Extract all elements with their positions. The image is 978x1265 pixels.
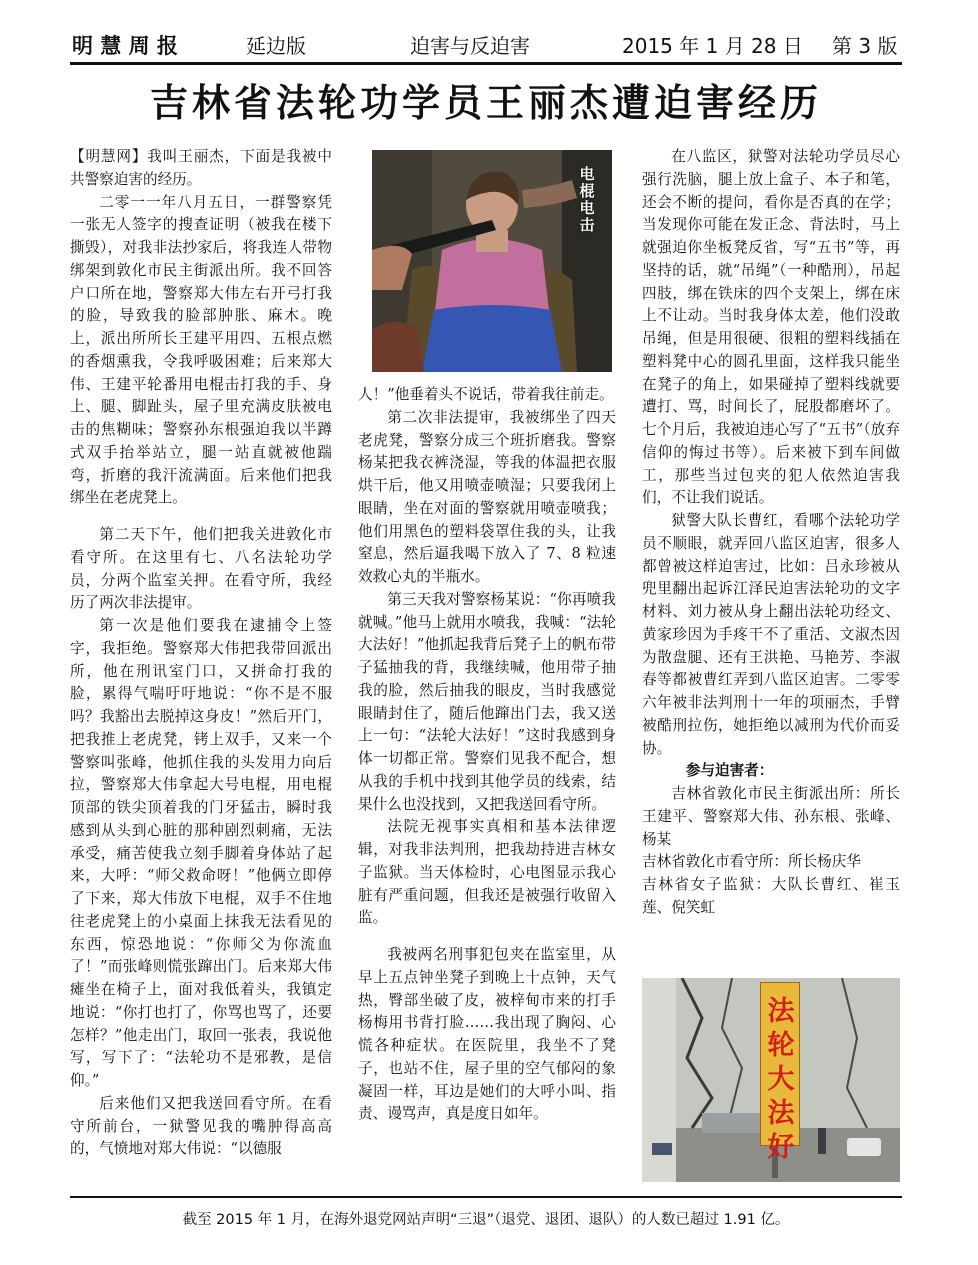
participants-heading: 参与迫害者： — [685, 762, 774, 780]
falun-dafa-banner — [760, 982, 800, 1163]
issue-date: 2015 年 1 月 28 日 — [622, 34, 803, 58]
paragraph: 二零一一年八月五日，一群警察凭一张无人签字的搜查证明（被我在楼下撕毁），对我非法抄家后，将我连人带物绑架到敦化市民主街派出所。我不回答户口所在地，警察郑大伟左右开弓打我的脸，导致我的脸部肿胀、麻木。晚上，派出所所长王建平用四、五根点燃的香烟熏我，令我呼吸困难；后来郑大伟、王建平轮番用电棍击打我的手、身上、腿、脚趾头，屋子里充满皮肤被电击的焦糊味；警察孙东根强迫我以半蹲式双手抬举站立，腿一站直就被他踹弯，折磨的我汗流满面。后来他们把我绑坐在老虎凳上。 — [70, 193, 332, 507]
paragraph: 第二次非法提审，我被绑坐了四天老虎凳，警察分成三个班折磨我。警察杨某把我衣裤浇湿，等我的体温把衣服烘干后，他又用喷壶喷湿；只要我闭上眼睛，坐在对面的警察就用喷壶喷我；他们用黑色的塑料袋罩住我的头，让我窒息，然后逼我喝下放入了 7、8 粒速效救心丸的半瓶水。 — [358, 408, 616, 585]
paragraph: 第二天下午，他们把我关进敦化市看守所。在这里有七、八名法轮功学员，分两个监室关押。在看守所，我经历了两次非法提审。 — [70, 526, 332, 612]
street-banner-photo — [642, 978, 900, 1182]
footer-rule — [70, 1196, 902, 1198]
article-column-3 — [642, 146, 900, 920]
article-column-1 — [70, 146, 332, 1161]
paragraph: 第三天我对警察杨某说：“你再喷我就喊。”他马上就用水喷我，我喊：“法轮大法好！”他抓起我背后凳子上的帆布带子猛抽我的背，我继续喊，他用带子抽我的脸，然后抽我的眼皮，当时我感觉眼睛封住了，随后他蹿出门去，我又送上一句：“法轮大法好！”这时我感到身体一切都正常。警察们见我不配合，想从我的手机中找到其他学员的线索，结果什么也没找到，又把我送回看守所。 — [358, 590, 616, 813]
paragraph: 第一次是他们要我在逮捕令上签字，我拒绝。警察郑大伟把我带回派出所，他在刑讯室门口，又拼命打我的脸，累得气喘吁吁地说：“你不是不服吗？我豁出去脱掉这身皮！”然后开门，把我推上老虎凳，铐上双手，又来一个警察叫张峰，他抓住我的头发用力向后拉，警察郑大伟拿起大号电棍，用电棍顶部的铁尖顶着我的门牙猛击，瞬时我感到从头到心脏的那种剧烈刺痛，无法承受，痛苦使我立刻手脚着身体站了起来，大呼：“师父救命呀！”他俩立即停了下来，郑大伟放下电棍，双手不住地往老虎凳上的小桌面上抹我无法看见的东西，惊恐地说：“你师父为你流血了！”而张峰则慌张蹿出门。后来郑大伟瘫坐在椅子上，面对我低着头，我镇定地说：“你打也打了，你骂也骂了，还要怎样？”他走出门，取回一张表，我说他写，写下了：“法轮功不是邪教，是信仰。” — [70, 617, 332, 1089]
paragraph: 在八监区，狱警对法轮功学员尽心强行洗脑，腿上放上盒子、本子和笔，还会不断的提问，看你是否真的在学；当发现你可能在发正念、背法时，马上就强迫你坐板凳反省，写“五书”等，再坚持的话，就“吊绳”（一种酷刑），吊起四肢，绑在铁床的四个支架上，绑在床上不让动。当时我身体太差，他们没敢吊绳，但是用很硬、很粗的塑料线插在塑料凳中心的圆孔里面，这样我只能坐在凳子的角上，如果碰掉了塑料线就要遭打、骂，时间长了，屁股都磨坏了。七个月后，我被迫违心写了“五书”（放弃信仰的悔过书等）。后来被下到车间做工，那些当过包夹的犯人依然迫害我们，不让我们说话。 — [642, 148, 900, 507]
article-column-2 — [358, 384, 616, 1126]
paragraph: 后来他们又把我送回看守所。在看守所前台，一狱警见我的嘴肿得高高的，气愤地对郑大伟说：“以德服 — [70, 1094, 332, 1158]
section-label: 迫害与反迫害 — [410, 34, 530, 58]
paragraph: 狱警大队长曹红，看哪个法轮功学员不顺眼，就弄回八监区迫害，很多人都曾被这样迫害过，比如：吕永珍被从兜里翻出起诉江泽民迫害法轮功的文字材料、刘力被从身上翻出法轮功经文、黄家珍因为手疼干不了重活、文淑杰因为散盘腿、还有王洪艳、马艳芳、李淑春等都被曹红弄到八监区迫害。二零零六年被非法判刑十一年的项丽杰，手臂被酷刑拉伤，她拒绝以减刑为代价而妥协。 — [642, 512, 900, 757]
paragraph: 人！”他垂着头不说话，带着我往前走。 — [358, 386, 614, 403]
torture-reenactment-illustration — [372, 150, 612, 372]
paragraph: 【明慧网】我叫王丽杰，下面是我被中共警察迫害的经历。 — [70, 148, 332, 188]
header-rule — [70, 62, 902, 65]
participant-entry: 吉林省女子监狱：大队长曹红、崔玉莲、倪笑虹 — [642, 876, 900, 916]
page-number: 第 3 版 — [832, 34, 898, 58]
article-title: 吉林省法轮功学员王丽杰遭迫害经历 — [149, 80, 822, 125]
paragraph: 我被两名刑事犯包夹在监室里，从早上五点钟坐凳子到晚上十点钟，天气热，臀部坐破了皮，被梓甸市来的打手杨梅用书背打脸……我出现了胸闷、心慌各种症状。在医院里，我坐不了凳子，也站不住，屋子里的空气郁闷的象凝固一样，耳边是她们的大呼小叫、指责、谩骂声，真是度日如年。 — [358, 946, 616, 1123]
participant-entry: 吉林省敦化市看守所：所长杨庆华 — [642, 853, 861, 871]
torture-reenactment-photo — [372, 150, 612, 372]
paragraph: 法院无视事实真相和基本法律逻辑，对我非法判刑，把我劫持进吉林女子监狱。当天体检时，心电图显示我心脏有严重问题，但我还是被强行收留入监。 — [358, 818, 616, 927]
participant-entry: 吉林省敦化市民主街派出所：所长王建平、警察郑大伟、孙东根、张峰、杨某 — [642, 785, 900, 848]
edition-label: 延边版 — [246, 34, 306, 58]
footer-notice: 截至 2015 年 1 月，在海外退党网站声明“三退”（退党、退团、退队）的人数已超过 1.91 亿。 — [182, 1212, 790, 1228]
photo-caption: 电棍电击 — [579, 165, 595, 234]
banner-text: 法轮大法好 — [767, 996, 795, 1163]
newspaper-name: 明 慧 周 报 — [72, 33, 178, 58]
